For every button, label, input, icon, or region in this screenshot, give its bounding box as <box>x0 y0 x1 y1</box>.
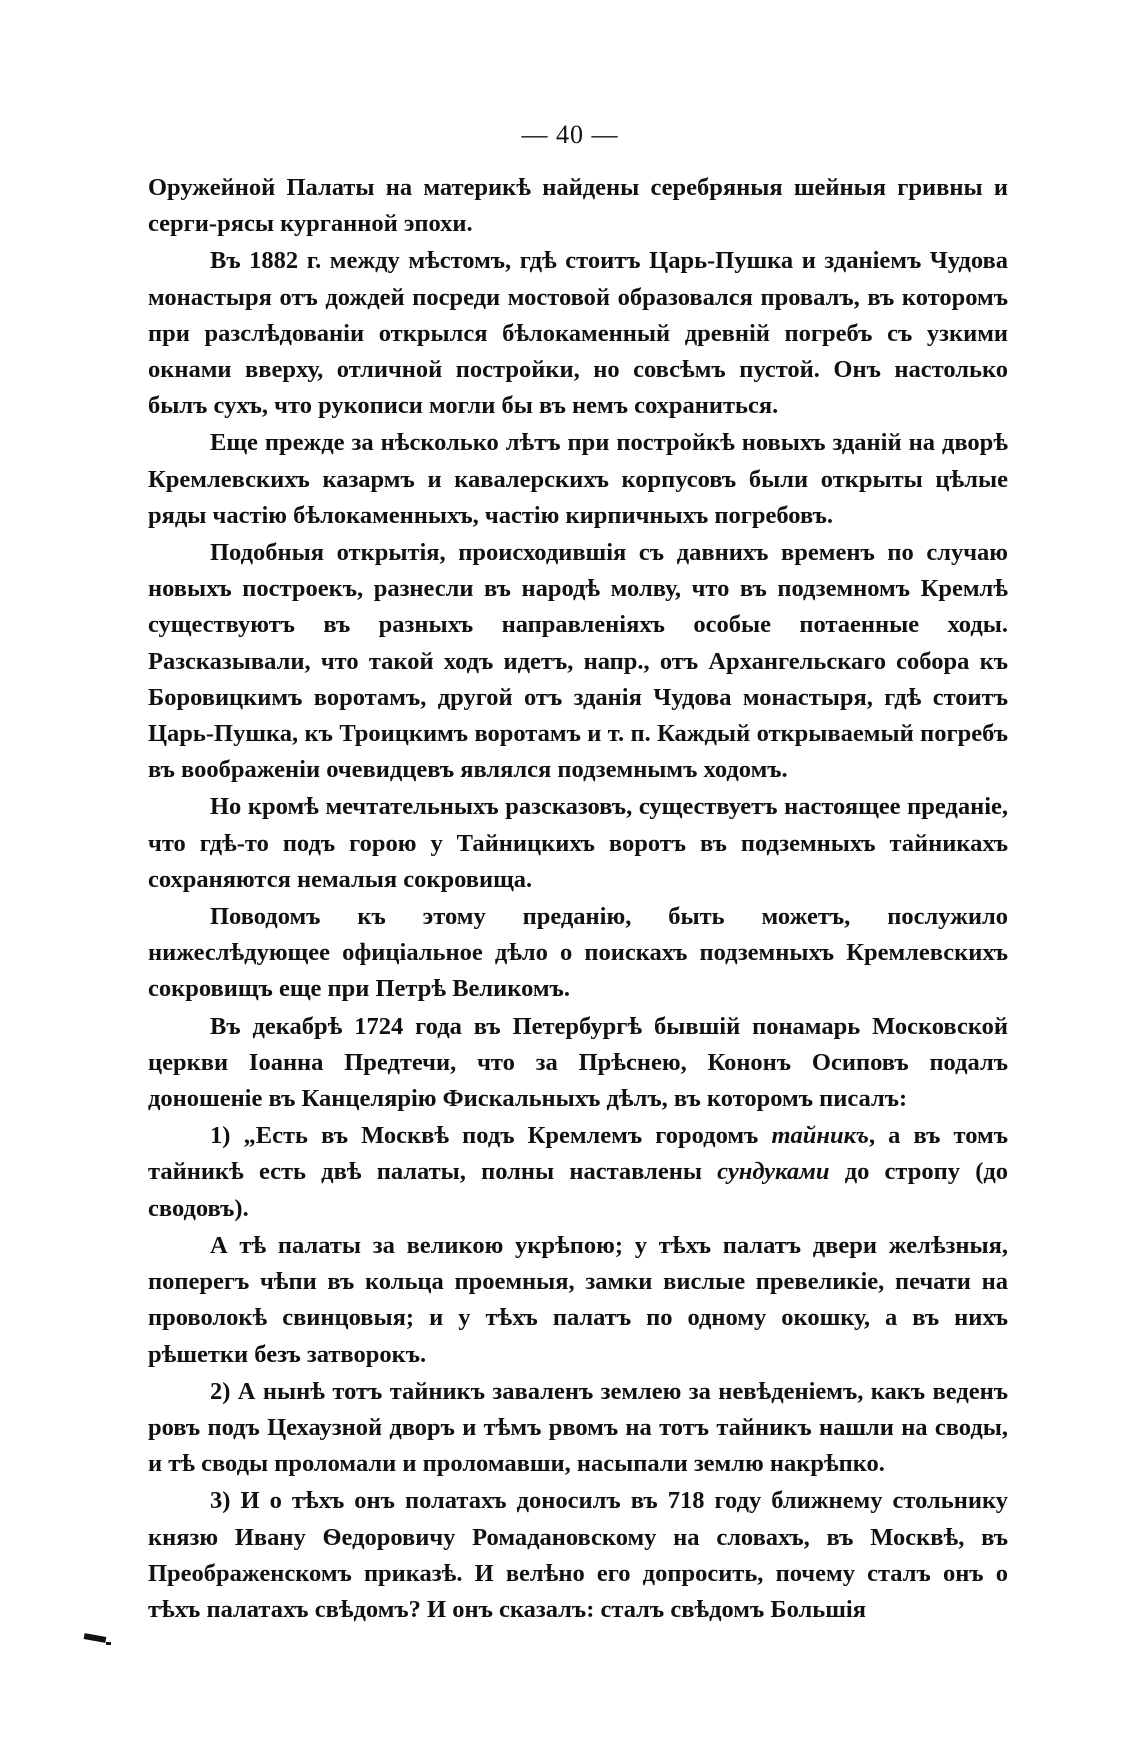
paragraph-1: Оружейной Палаты на материкѣ найдены серебряныя шейныя гривны и серги-рясы курганной эпохи. <box>148 174 1008 238</box>
emphasis-tainik: тайникъ <box>771 1122 869 1150</box>
page-number: — 40 — <box>521 120 619 149</box>
paragraph-4: Подобныя открытія, происходившія съ давнихъ временъ по случаю новыхъ построекъ, разнесли въ народѣ молву, что въ подземномъ Кремлѣ существуютъ въ разныхъ направленіяхъ особые потаенные ходы. Разсказывали, что такой ходъ идетъ, напр., отъ Архангельскаго собора къ Боровицкимъ воротамъ, другой отъ зданія Чудова монастыря, гдѣ стоитъ Царь-Пушка, къ Троицкимъ воротамъ и т. п. Каждый открываемый погребъ въ воображеніи очевидцевъ являлся подземнымъ ходомъ. <box>148 539 1008 784</box>
paragraph-3: Еще прежде за нѣсколько лѣтъ при постройкѣ новыхъ зданій на дворѣ Кремлевскихъ казармъ и кавалерскихъ корпусовъ были открыты цѣлые ряды частію бѣлокаменныхъ, частію кирпичныхъ погребовъ. <box>148 429 1008 529</box>
body-text <box>148 170 1008 1629</box>
paragraph-7: Въ декабрѣ 1724 года въ Петербургѣ бывшій понамарь Московской церкви Іоанна Предтечи, что за Прѣснею, Кононъ Осиповъ подалъ доношеніе въ Канцелярію Фискальныхъ дѣлъ, въ которомъ писалъ: <box>148 1012 1008 1113</box>
ink-mark-dot <box>106 1642 111 1645</box>
paragraph-9: А тѣ палаты за великою укрѣпою; у тѣхъ палатъ двери желѣзныя, поперегъ чѣпи въ кольца проемныя, замки вислые превеликіе, печати на проволокѣ свинцовыя; и у тѣхъ палатъ по одному окошку, а въ нихъ рѣшетки безъ затворокъ. <box>148 1231 1008 1368</box>
paragraph-5: Но кромѣ мечтательныхъ разсказовъ, существуетъ настоящее преданіе, что гдѣ-то подъ горою у Тайницкихъ воротъ въ подземныхъ тайникахъ сохраняются немалыя сокровища. <box>148 793 1008 893</box>
emphasis-sundukami: сундуками <box>717 1158 830 1186</box>
paragraph-6: Поводомъ къ этому преданію, быть можетъ, послужило нижеслѣдующее офиціальное дѣло о поискахъ подземныхъ Кремлевскихъ сокровищъ еще при Петрѣ Великомъ. <box>148 903 1008 1003</box>
paragraph-11: 3) И о тѣхъ онъ полатахъ доносилъ въ 718 году ближнему стольнику князю Ивану Ѳедоровичу Ромадановскому на словахъ, въ Москвѣ, въ Преображенскомъ приказѣ. И велѣно его допросить, почему сталъ онъ о тѣхъ палатахъ свѣдомъ? И онъ сказалъ: сталъ свѣдомъ Большія <box>148 1487 1008 1623</box>
ink-mark <box>84 1633 107 1643</box>
paragraph-10: 2) А нынѣ тотъ тайникъ заваленъ землею за невѣденіемъ, какъ веденъ ровъ подъ Цехаузной дворъ и тѣмъ рвомъ на тотъ тайникъ нашли на своды, и тѣ своды проломали и проломавши, насыпали землю накрѣпко. <box>148 1377 1008 1478</box>
paragraph-8-end: до стропу (до сводовъ). <box>148 1158 1008 1222</box>
paragraph-2: Въ 1882 г. между мѣстомъ, гдѣ стоитъ Царь-Пушка и зданіемъ Чудова монастыря отъ дождей посреди мостовой образовался провалъ, въ которомъ при разслѣдованіи открылся бѣлокаменный древній погребъ съ узкими окнами вверху, отличной постройки, но совсѣмъ пустой. Онъ настолько былъ сухъ, что рукописи могли бы въ немъ сохраниться. <box>148 247 1008 420</box>
paragraph-8-middle: , а въ томъ тайникѣ есть двѣ палаты, полны наставлены <box>148 1122 1008 1186</box>
paragraph-8 <box>148 1118 1008 1227</box>
paragraph-8-start: 1) „Есть въ Москвѣ подъ Кремлемъ городомъ <box>210 1122 772 1150</box>
